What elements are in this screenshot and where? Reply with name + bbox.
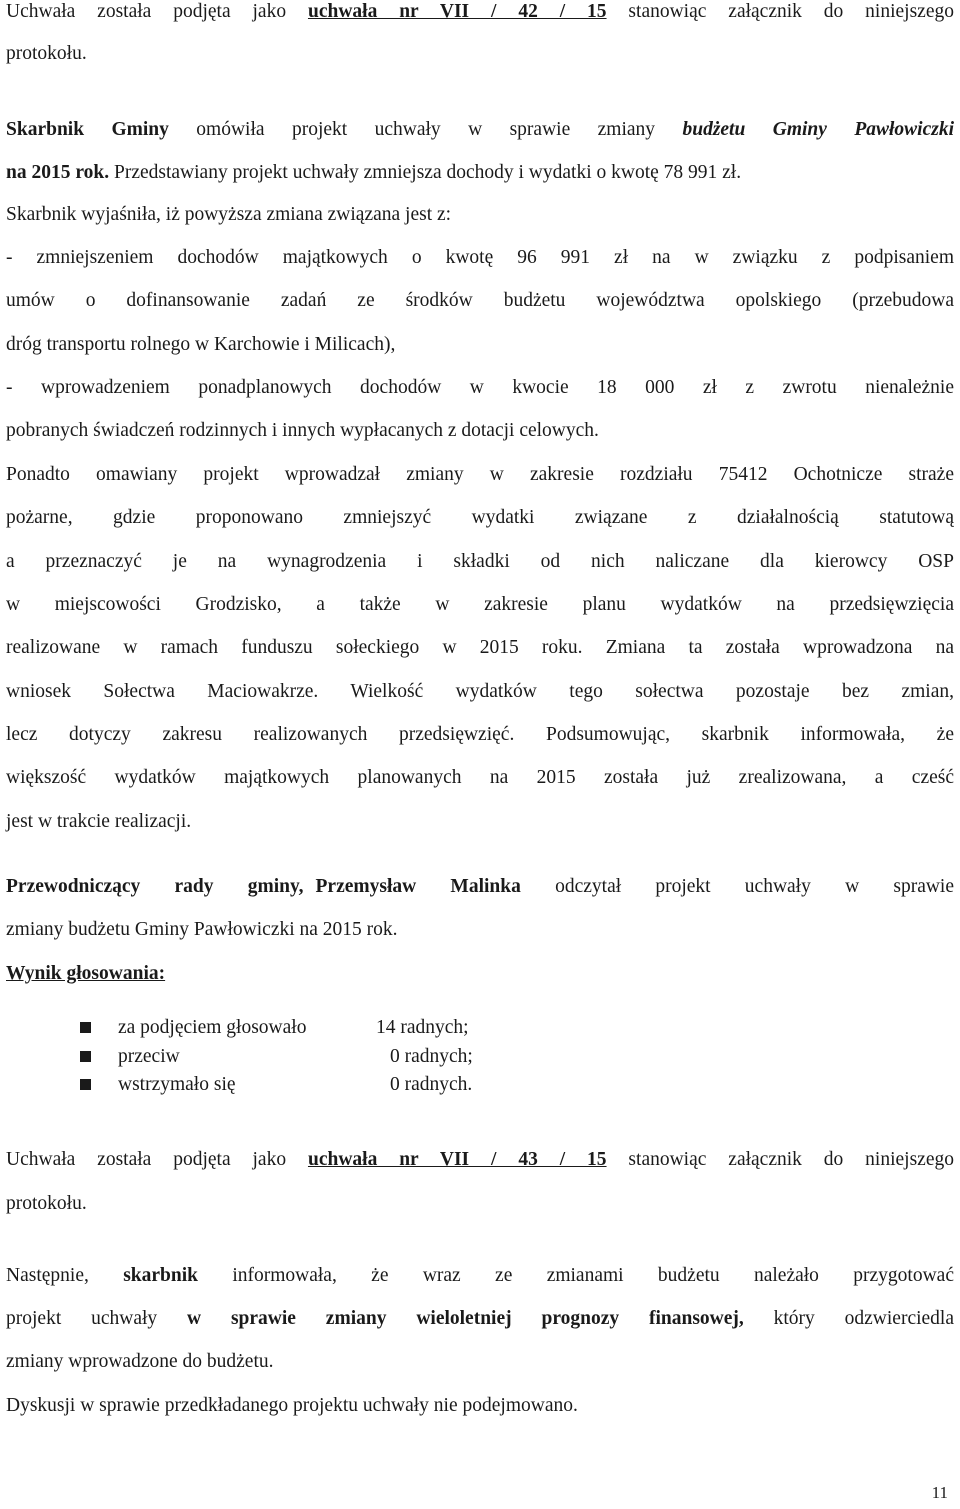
text-span: Uchwała została podjęta jako xyxy=(6,1,308,22)
bullet-icon xyxy=(80,1022,91,1033)
bullet-icon xyxy=(80,1079,91,1090)
paragraph-line: Ponadto omawiany projekt wprowadzał zmiany w zakresie rozdziału 75412 Ochotnicze straże xyxy=(6,464,954,485)
text-span: stanowiąc załącznik do niniejszego xyxy=(606,1,954,22)
text-span: odczytał projekt uchwały w sprawie xyxy=(520,876,954,897)
vote-value: 0 radnych. xyxy=(390,1074,473,1095)
paragraph-line: lecz dotyczy zakresu realizowanych przedsięwzięć. Podsumowując, skarbnik informowała, że xyxy=(6,724,954,745)
vote-label: za podjęciem głosowało xyxy=(118,1017,307,1038)
paragraph-line: jest w trakcie realizacji. xyxy=(6,811,192,832)
chairman-name: Przemysław Malinka xyxy=(315,876,521,897)
paragraph-line xyxy=(6,875,954,899)
text-span: informowała, że wraz ze zmianami budżetu należało przygotować xyxy=(197,1265,954,1286)
vote-value: 0 radnych; xyxy=(390,1046,473,1067)
paragraph-line: Skarbnik wyjaśniła, iż powyższa zmiana związana jest z: xyxy=(6,204,452,225)
paragraph-line xyxy=(6,118,954,142)
vote-value: 14 radnych; xyxy=(376,1017,469,1038)
text-span: Skarbnik Gminy xyxy=(6,119,169,140)
text-span: który odzwierciedla xyxy=(743,1308,954,1329)
paragraph-line xyxy=(6,0,954,24)
paragraph-line: wniosek Sołectwa Maciowakrze. Wielkość wydatków tego sołectwa pozostaje bez zmian, xyxy=(6,681,954,702)
text-span: skarbnik xyxy=(123,1265,198,1286)
text-span: omówiła projekt uchwały w sprawie zmiany xyxy=(168,119,683,140)
paragraph-line: pobranych świadczeń rodzinnych i innych wypłacanych z dotacji celowych. xyxy=(6,420,599,441)
vote-result-heading: Wynik głosowania: xyxy=(6,963,166,984)
text-span: na 2015 rok. xyxy=(6,162,110,183)
paragraph-line: umów o dofinansowanie zadań ze środków budżetu województwa opolskiego (przebudowa xyxy=(6,290,954,311)
text-span: Uchwała została podjęta jako xyxy=(6,1149,308,1170)
paragraph-line: - wprowadzeniem ponadplanowych dochodów w kwocie 18 000 zł z zwrotu nienależnie xyxy=(6,377,954,398)
paragraph-line: a przeznaczyć je na wynagrodzenia i składki od nich naliczane dla kierowcy OSP xyxy=(6,551,954,572)
vote-label: przeciw xyxy=(118,1046,180,1067)
paragraph-line xyxy=(6,161,954,185)
chairman-title: Przewodniczący rady gminy, xyxy=(6,876,304,897)
paragraph-line: zmiany budżetu Gminy Pawłowiczki na 2015 rok. xyxy=(6,919,398,940)
paragraph-line: dróg transportu rolnego w Karchowie i Milicach), xyxy=(6,334,396,355)
resolution-number: uchwała nr VII / 42 / 15 xyxy=(307,1,607,22)
text-span: Następnie, xyxy=(6,1265,124,1286)
paragraph-line: protokołu. xyxy=(6,43,87,64)
paragraph-line xyxy=(6,1264,954,1288)
page-number: 11 xyxy=(931,1483,948,1502)
text-span: projekt uchwały xyxy=(6,1308,188,1329)
paragraph-line: realizowane w ramach funduszu sołeckiego w 2015 roku. Zmiana ta została wprowadzona na xyxy=(6,637,954,658)
paragraph-line: zmiany wprowadzone do budżetu. xyxy=(6,1351,274,1372)
paragraph-line: Dyskusji w sprawie przedkładanego projektu uchwały nie podejmowano. xyxy=(6,1395,578,1416)
bullet-icon xyxy=(80,1051,91,1062)
vote-label: wstrzymało się xyxy=(118,1074,236,1095)
paragraph-line: protokołu. xyxy=(6,1193,87,1214)
resolution-number: uchwała nr VII / 43 / 15 xyxy=(307,1149,607,1170)
paragraph-line xyxy=(6,1148,954,1172)
text-span: w sprawie zmiany wieloletniej prognozy finansowej, xyxy=(187,1308,744,1329)
paragraph-line xyxy=(6,1307,954,1331)
paragraph-line: większość wydatków majątkowych planowanych na 2015 została już zrealizowana, a cześć xyxy=(6,767,954,788)
text-span: Przedstawiany projekt uchwały zmniejsza dochody i wydatki o kwotę 78 991 zł. xyxy=(109,162,742,183)
paragraph-line: w miejscowości Grodzisko, a także w zakresie planu wydatków na przedsięwzięcia xyxy=(6,594,954,615)
paragraph-line: - zmniejszeniem dochodów majątkowych o kwotę 96 991 zł na w związku z podpisaniem xyxy=(6,247,954,268)
text-span: stanowiąc załącznik do niniejszego xyxy=(606,1149,954,1170)
text-span: budżetu Gminy Pawłowiczki xyxy=(682,119,954,140)
paragraph-line: pożarne, gdzie proponowano zmniejszyć wydatki związane z działalnością statutową xyxy=(6,507,954,528)
